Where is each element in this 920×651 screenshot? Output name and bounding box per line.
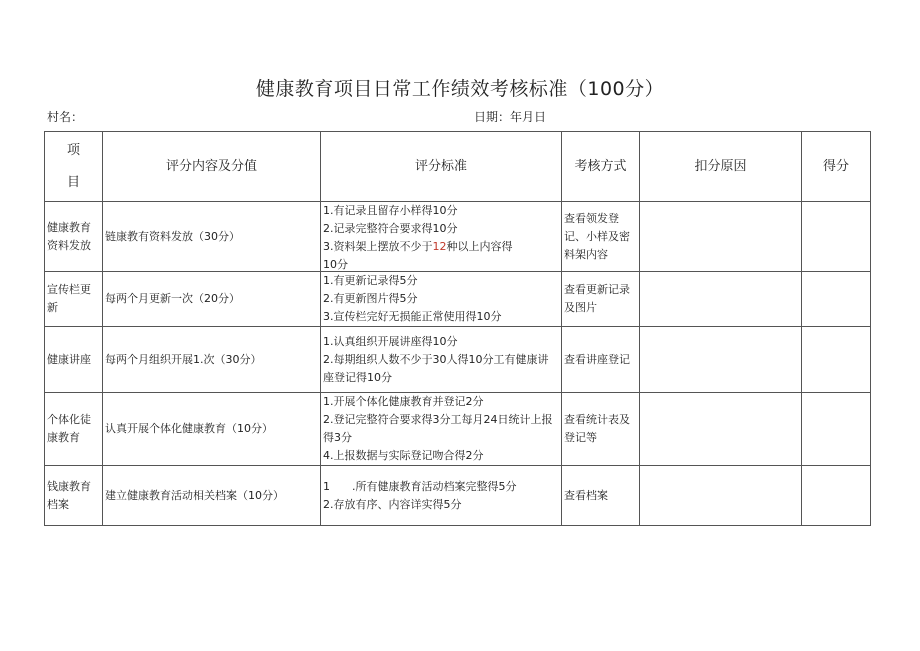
row-content: 每两个月组织开展1.次（30分）	[103, 327, 321, 393]
row-method: 查看更新记录及图片	[562, 272, 640, 327]
table-header-row	[45, 132, 871, 202]
row-standard: 1 .所有健康教育活动档案完整得5分 2.存放有序、内容详实得5分	[321, 466, 562, 526]
row-name: 健康讲座	[45, 327, 103, 393]
row-deduct	[640, 327, 802, 393]
row-standard: 1.开展个体化健康教育并登记2分 2.登记完整符合要求得3分工每月24日统计上报得3分 4.上报数据与实际登记吻合得2分	[321, 393, 562, 466]
row-content: 建立健康教育活动相关档案（10分）	[103, 466, 321, 526]
header-project: 项 目	[45, 132, 103, 202]
row-name: 健康教育资料发放	[45, 202, 103, 272]
row-method: 查看统计表及登记等	[562, 393, 640, 466]
row-name: 钱康教育档案	[45, 466, 103, 526]
table-row	[45, 466, 871, 526]
header-content: 评分内容及分值	[103, 132, 321, 202]
header-score: 得分	[802, 132, 871, 202]
row-score	[802, 393, 871, 466]
row-content: 链康教有资料发放（30分）	[103, 202, 321, 272]
row-deduct	[640, 393, 802, 466]
row-method: 查看档案	[562, 466, 640, 526]
header-method: 考核方式	[562, 132, 640, 202]
row-deduct	[640, 272, 802, 327]
row-deduct	[640, 466, 802, 526]
date-label: 日期：年月日	[474, 110, 547, 124]
page-title: 健康教育项目日常工作绩效考核标准（100分）	[255, 78, 665, 100]
row-name: 个体化徒康教育	[45, 393, 103, 466]
row-standard: 1.认真组织开展讲座得10分 2.每期组织人数不少于30人得10分工有健康讲座登记得10分	[321, 327, 562, 393]
row-name: 宣传栏更新	[45, 272, 103, 327]
row-standard: 1.有记录且留存小样得10分 2.记录完整符合要求得10分 3.资料架上摆放不少于12种以上内容得 10分	[321, 202, 562, 272]
table-row	[45, 202, 871, 272]
row-standard: 1.有更新记录得5分 2.有更新图片得5分 3.宣传栏完好无损能正常使用得10分	[321, 272, 562, 327]
table-row	[45, 327, 871, 393]
row-score	[802, 272, 871, 327]
header-deduct: 扣分原因	[640, 132, 802, 202]
row-score	[802, 327, 871, 393]
village-label: 村名：	[47, 110, 84, 124]
row-method: 查看讲座登记	[562, 327, 640, 393]
row-method: 查看领发登记、小样及密料架内容	[562, 202, 640, 272]
header-standard: 评分标准	[321, 132, 562, 202]
row-score	[802, 466, 871, 526]
assessment-table	[44, 131, 871, 526]
row-content: 每两个月更新一次（20分）	[103, 272, 321, 327]
row-content: 认真开展个体化健康教育（10分）	[103, 393, 321, 466]
table-row	[45, 272, 871, 327]
row-deduct	[640, 202, 802, 272]
row-score	[802, 202, 871, 272]
table-row	[45, 393, 871, 466]
